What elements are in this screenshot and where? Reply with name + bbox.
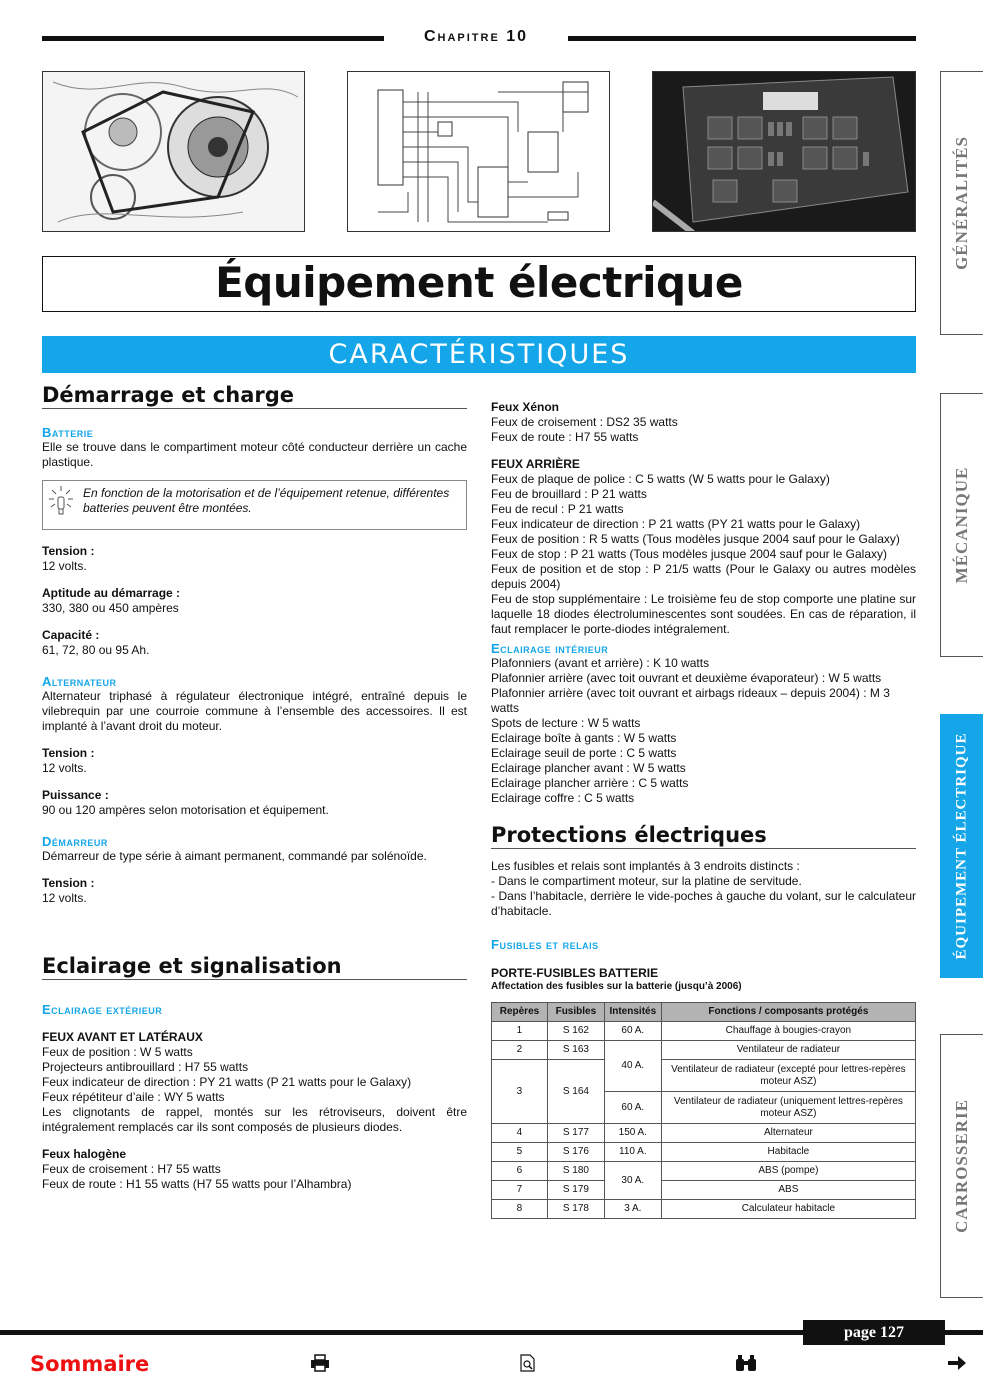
header-rule-right bbox=[568, 36, 916, 41]
list-item: Plafonnier arrière (avec toit ouvrant et deuxième évaporateur) : W 5 watts bbox=[491, 671, 882, 685]
label-feux-halogene: Feux halogène bbox=[42, 1147, 127, 1161]
list-item: Feux répétiteur d’aile : WY 5 watts bbox=[42, 1090, 225, 1104]
section-eclairage-signalisation: Eclairage et signalisation bbox=[42, 953, 467, 980]
left-column bbox=[42, 382, 467, 1192]
list-item: Feux indicateur de direction : PY 21 watts (P 21 watts pour le Galaxy) bbox=[42, 1075, 412, 1089]
list-item: Spots de lecture : W 5 watts bbox=[491, 716, 641, 730]
chapter-title: Chapitre 10 bbox=[423, 28, 529, 45]
photo-fuse-box bbox=[652, 71, 916, 232]
list-item: Eclairage plancher arrière : C 5 watts bbox=[491, 776, 689, 790]
label-aptitude: Aptitude au démarrage : bbox=[42, 586, 181, 600]
label-feux-arriere: FEUX ARRIÈRE bbox=[491, 457, 580, 471]
label-tension: Tension : bbox=[42, 746, 95, 760]
list-item: Plafonnier arrière (avec toit ouvrant et airbags rideaux – depuis 2004) : M 3 watts bbox=[491, 686, 890, 715]
list-item: Feux indicateur de direction : P 21 watts (PY 21 watts pour le Galaxy) bbox=[491, 517, 861, 531]
label-capacite: Capacité : bbox=[42, 628, 100, 642]
list-item: Eclairage plancher avant : W 5 watts bbox=[491, 761, 686, 775]
value-tension: 12 volts. bbox=[42, 891, 87, 905]
page-title: Équipement électrique bbox=[42, 256, 916, 312]
label-puissance: Puissance : bbox=[42, 788, 109, 802]
heading-demarreur: Démarreur bbox=[42, 834, 108, 849]
table-row: 7 S 179 ABS bbox=[492, 1181, 916, 1200]
photo-wiring-diagram bbox=[347, 71, 610, 232]
heading-eclairage-interieur: Eclairage intérieur bbox=[491, 641, 609, 656]
list-item: Feu de stop supplémentaire : Le troisième feu de stop comporte une platine sur laquelle 18 diodes électroluminescentes sont soudées. En cas de réparation, il faut remplacer le porte-diodes intégralement. bbox=[491, 592, 916, 636]
list-item: Feux de croisement : H7 55 watts bbox=[42, 1162, 221, 1176]
list-item: Feux de position : W 5 watts bbox=[42, 1045, 193, 1059]
table-row: 6 S 180 30 A. ABS (pompe) bbox=[492, 1162, 916, 1181]
heading-batterie: Batterie bbox=[42, 425, 94, 440]
list-item: Eclairage seuil de porte : C 5 watts bbox=[491, 746, 677, 760]
list-item: Eclairage coffre : C 5 watts bbox=[491, 791, 635, 805]
right-column bbox=[491, 400, 916, 1219]
section-banner: CARACTÉRISTIQUES bbox=[42, 336, 916, 373]
table-row: 8 S 178 3 A. Calculateur habitacle bbox=[492, 1200, 916, 1219]
table-row: 2 S 163 40 A. Ventilateur de radiateur bbox=[492, 1041, 916, 1060]
label-porte-fusibles: PORTE-FUSIBLES BATTERIE bbox=[491, 966, 659, 980]
note-box bbox=[42, 480, 467, 530]
value-tension: 12 volts. bbox=[42, 559, 87, 573]
heading-fusibles-relais: Fusibles et relais bbox=[491, 937, 599, 952]
label-feux-xenon: Feux Xénon bbox=[491, 400, 560, 414]
demarreur-text: Démarreur de type série à aimant permanent, commandé par solénoïde. bbox=[42, 849, 427, 863]
label-feux-avant: FEUX AVANT ET LATÉRAUX bbox=[42, 1030, 203, 1044]
fuse-table bbox=[491, 1002, 916, 1219]
porte-fusibles-subtitle: Affectation des fusibles sur la batterie (jusqu’à 2006) bbox=[491, 981, 742, 992]
table-row: 5 S 176 110 A. Habitacle bbox=[492, 1143, 916, 1162]
lightbulb-icon bbox=[49, 485, 73, 517]
header-rule-left bbox=[42, 36, 384, 41]
list-item: Les fusibles et relais sont implantés à 3 endroits distincts : bbox=[491, 859, 800, 873]
list-item: Feux de croisement : DS2 35 watts bbox=[491, 415, 678, 429]
tab-mecanique[interactable]: MÉCANIQUE bbox=[940, 393, 983, 657]
table-row: 60 A. Ventilateur de radiateur (uniquement lettres-repères moteur ASZ) bbox=[492, 1092, 916, 1124]
section-protections-electriques: Protections électriques bbox=[491, 822, 916, 849]
document-zoom-icon[interactable] bbox=[520, 1354, 536, 1377]
list-item: Projecteurs antibrouillard : H7 55 watts bbox=[42, 1060, 249, 1074]
list-item: Feu de recul : P 21 watts bbox=[491, 502, 624, 516]
label-tension: Tension : bbox=[42, 544, 95, 558]
photo-alternator bbox=[42, 71, 305, 232]
list-item: Feux de plaque de police : C 5 watts (W 5 watts pour le Galaxy) bbox=[491, 472, 830, 486]
arrow-right-icon[interactable] bbox=[947, 1354, 967, 1377]
value-aptitude: 330, 380 ou 450 ampères bbox=[42, 601, 179, 615]
list-item: Feu de brouillard : P 21 watts bbox=[491, 487, 647, 501]
value-puissance: 90 ou 120 ampères selon motorisation et équipement. bbox=[42, 803, 329, 817]
list-item: Feux de route : H1 55 watts (H7 55 watts pour l’Alhambra) bbox=[42, 1177, 352, 1191]
list-item: - Dans le compartiment moteur, sur la platine de servitude. bbox=[491, 874, 802, 888]
clignotants-text: Les clignotants de rappel, montés sur les rétroviseurs, doivent être intégralement remplacés car ils sont composés de plusieurs diodes. bbox=[42, 1105, 467, 1134]
batterie-text: Elle se trouve dans le compartiment moteur côté conducteur derrière un cache plastique. bbox=[42, 440, 467, 469]
list-item: Feux de position : R 5 watts (Tous modèles jusque 2004 sauf pour le Galaxy) bbox=[491, 532, 900, 546]
table-row: 3 S 164 Ventilateur de radiateur (excepté pour lettres-repères moteur ASZ) bbox=[492, 1060, 916, 1092]
table-header-row: Repères Fusibles Intensités Fonctions / composants protégés bbox=[492, 1003, 916, 1022]
list-item: Plafonniers (avant et arrière) : K 10 watts bbox=[491, 656, 710, 670]
page-number: page 127 bbox=[803, 1320, 945, 1345]
value-capacite: 61, 72, 80 ou 95 Ah. bbox=[42, 643, 150, 657]
heading-eclairage-exterieur: Eclairage extérieur bbox=[42, 1002, 163, 1017]
tab-equipement-electrique[interactable]: ÉQUIPEMENT ÉLECTRIQUE bbox=[940, 714, 983, 978]
list-item: Feux de stop : P 21 watts (Tous modèles jusque 2004 sauf pour le Galaxy) bbox=[491, 547, 887, 561]
list-item: Feux de position et de stop : P 21/5 watts (Pour le Galaxy ou autres modèles depuis 2004) bbox=[491, 562, 916, 591]
note-text: En fonction de la motorisation et de l’équipement retenue, différentes batteries peuvent être montées. bbox=[83, 486, 450, 515]
table-row: 4 S 177 150 A. Alternateur bbox=[492, 1124, 916, 1143]
alternateur-text: Alternateur triphasé à régulateur électronique intégré, entraîné depuis le vilebrequin par une courroie commune à l’ensemble des accessoires. Il est implanté à l’avant droit du moteur. bbox=[42, 689, 467, 733]
printer-icon[interactable] bbox=[310, 1354, 330, 1377]
list-item: Eclairage boîte à gants : W 5 watts bbox=[491, 731, 677, 745]
binoculars-icon[interactable] bbox=[735, 1354, 757, 1377]
tab-generalites[interactable]: GÉNÉRALITÉS bbox=[940, 71, 983, 335]
sommaire-link[interactable]: Sommaire bbox=[30, 1352, 150, 1376]
heading-alternateur: Alternateur bbox=[42, 674, 117, 689]
value-tension: 12 volts. bbox=[42, 761, 87, 775]
tab-carrosserie[interactable]: CARROSSERIE bbox=[940, 1034, 983, 1298]
list-item: - Dans l’habitacle, derrière le vide-poches à gauche du volant, sur le calculateur d’habitacle. bbox=[491, 889, 916, 918]
list-item: Feux de route : H7 55 watts bbox=[491, 430, 639, 444]
label-tension: Tension : bbox=[42, 876, 95, 890]
section-demarrage-charge: Démarrage et charge bbox=[42, 382, 467, 409]
table-row: 1 S 162 60 A. Chauffage à bougies-crayon bbox=[492, 1022, 916, 1041]
